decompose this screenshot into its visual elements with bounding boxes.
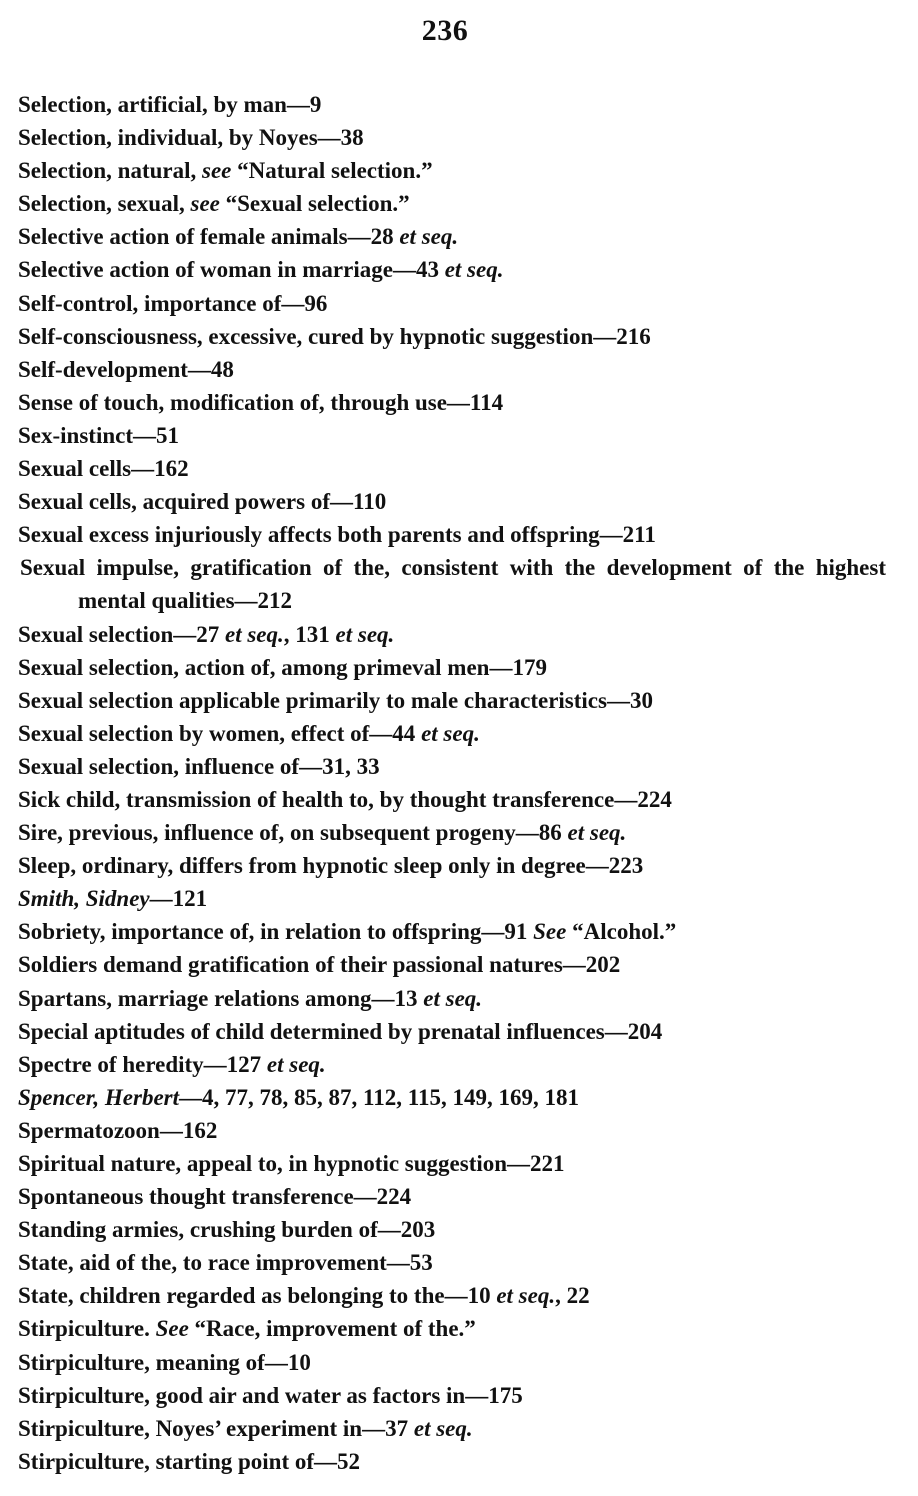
entry-italic-text: et seq. <box>444 257 504 283</box>
entry-text: Spermatozoon—162 <box>18 1117 218 1143</box>
entry-text: Sexual selection, influence of—31, 33 <box>18 753 380 779</box>
entry-text: Stirpiculture. <box>18 1316 156 1342</box>
entry-text: Sexual cells—162 <box>18 456 189 482</box>
entry-text: , 131 <box>283 621 336 647</box>
index-entry <box>18 353 886 386</box>
entry-text: Stirpiculture, starting point of—52 <box>18 1448 361 1474</box>
entry-text: Stirpiculture, Noyes’ experiment in—37 <box>18 1415 414 1441</box>
entry-text: Sexual impulse, gratification of the, consistent with the development of the highest mental qualities—212 <box>20 555 886 614</box>
entry-italic-text: et seq. <box>413 1415 473 1441</box>
entry-text: Selection, artificial, by man—9 <box>18 92 322 117</box>
index-entry <box>18 1114 886 1147</box>
index-entry <box>18 717 886 750</box>
entry-text: Self-consciousness, excessive, cured by hypnotic suggestion—216 <box>18 323 651 349</box>
entry-text: Standing armies, crushing burden of—203 <box>18 1217 436 1243</box>
index-entry <box>18 320 886 353</box>
index-entry <box>18 386 886 419</box>
entry-italic-text: et seq. <box>421 720 480 746</box>
index-entry <box>18 154 886 187</box>
index-entry <box>18 220 886 253</box>
entry-text: Spiritual nature, appeal to, in hypnotic suggestion—221 <box>18 1151 565 1176</box>
index-entry <box>18 452 886 485</box>
entry-text: Selection, sexual, <box>18 191 191 217</box>
entry-italic-text: see <box>190 191 220 217</box>
entry-italic-text: See <box>155 1316 189 1342</box>
entry-italic-text: et seq. <box>423 985 483 1011</box>
index-entry <box>18 253 886 286</box>
entry-italic-text: et seq. <box>399 224 459 250</box>
entry-text: “Natural selection.” <box>231 158 433 184</box>
index-entries <box>18 88 886 1478</box>
index-entry <box>18 849 886 882</box>
index-entry <box>18 1445 886 1478</box>
entry-text: , 22 <box>555 1283 590 1309</box>
entry-text: Spontaneous thought transference—224 <box>18 1184 412 1210</box>
entry-text: Selective action of woman in marriage—43 <box>18 257 445 283</box>
index-entry <box>18 618 886 651</box>
entry-italic-text: Spencer, Herbert <box>18 1084 179 1110</box>
entry-italic-text: et seq. <box>335 621 395 647</box>
entry-text: State, aid of the, to race improvement—53 <box>18 1250 433 1276</box>
entry-text: “Alcohol.” <box>566 919 677 945</box>
entry-text: —121 <box>149 886 208 912</box>
entry-text: Spectre of heredity—127 <box>18 1051 267 1077</box>
index-entry <box>18 88 886 121</box>
entry-text: Selection, natural, <box>18 158 202 184</box>
index-entry <box>18 1246 886 1279</box>
index-entry <box>18 651 886 684</box>
entry-text: Soldiers demand gratification of their passional natures—202 <box>18 952 621 978</box>
index-entry <box>18 816 886 849</box>
index-entry <box>18 419 886 452</box>
entry-text: Sexual cells, acquired powers of—110 <box>18 489 387 515</box>
entry-text: Selection, individual, by Noyes—38 <box>18 125 364 151</box>
index-entry <box>18 1048 886 1081</box>
entry-text: Sire, previous, influence of, on subsequent progeny—86 <box>18 820 568 846</box>
entry-italic-text: Smith, Sidney <box>18 886 150 912</box>
index-entry <box>18 1346 886 1379</box>
entry-text: Sleep, ordinary, differs from hypnotic sleep only in degree—223 <box>18 853 644 879</box>
entry-text: “Sexual selection.” <box>219 191 410 217</box>
entry-italic-text: et seq. <box>266 1051 326 1077</box>
entry-text: Self-development—48 <box>18 356 234 382</box>
entry-text: Self-control, importance of—96 <box>18 290 328 316</box>
index-entry <box>18 121 886 154</box>
index-entry <box>18 551 886 617</box>
entry-italic-text: et seq. <box>496 1283 556 1309</box>
index-entry <box>18 882 886 915</box>
entry-text: Sexual selection by women, effect of—44 <box>18 720 422 746</box>
index-entry <box>18 783 886 816</box>
index-entry <box>18 750 886 783</box>
index-entry <box>18 1213 886 1246</box>
entry-text: Spartans, marriage relations among—13 <box>18 985 424 1011</box>
entry-text: Stirpiculture, good air and water as factors in—175 <box>18 1382 523 1408</box>
index-entry <box>18 1412 886 1445</box>
entry-text: Sexual selection applicable primarily to male characteristics—30 <box>18 687 653 713</box>
entry-text: Sex-instinct—51 <box>18 422 179 448</box>
entry-text: —4, 77, 78, 85, 87, 112, 115, 149, 169, 181 <box>179 1084 579 1110</box>
index-entry <box>18 684 886 717</box>
entry-italic-text: et seq. <box>567 820 627 846</box>
index-entry <box>18 485 886 518</box>
entry-text: Sexual excess injuriously affects both parents and offspring—211 <box>18 522 656 548</box>
entry-text: Special aptitudes of child determined by prenatal influences—204 <box>18 1018 663 1044</box>
page-number: 236 <box>421 14 469 47</box>
entry-italic-text: see <box>202 158 232 184</box>
entry-text: Stirpiculture, meaning of—10 <box>18 1349 311 1375</box>
entry-text: Sobriety, importance of, in relation to offspring—91 <box>18 919 534 945</box>
index-entry <box>18 518 886 551</box>
index-entry <box>18 1180 886 1213</box>
entry-text: Sexual selection, action of, among primeval men—179 <box>18 654 547 680</box>
entry-text: State, children regarded as belonging to the—10 <box>18 1283 497 1309</box>
index-entry <box>18 287 886 320</box>
index-entry <box>18 948 886 981</box>
entry-italic-text: See <box>533 919 567 945</box>
entry-italic-text: et seq. <box>225 621 284 647</box>
entry-text: “Race, improvement of the.” <box>188 1316 476 1342</box>
entry-text: Sick child, transmission of health to, by thought transference—224 <box>18 786 672 812</box>
entry-text: Sense of touch, modification of, through use—114 <box>18 389 504 415</box>
index-entry <box>18 1147 886 1180</box>
index-entry <box>18 1015 886 1048</box>
index-entry <box>18 1379 886 1412</box>
index-entry <box>18 1279 886 1312</box>
entry-text: Sexual selection—27 <box>18 621 225 647</box>
index-entry <box>18 915 886 948</box>
entry-text: Selective action of female animals—28 <box>18 224 400 250</box>
index-entry <box>18 1081 886 1114</box>
index-entry <box>18 1312 886 1345</box>
index-entry <box>18 187 886 220</box>
index-entry <box>18 982 886 1015</box>
